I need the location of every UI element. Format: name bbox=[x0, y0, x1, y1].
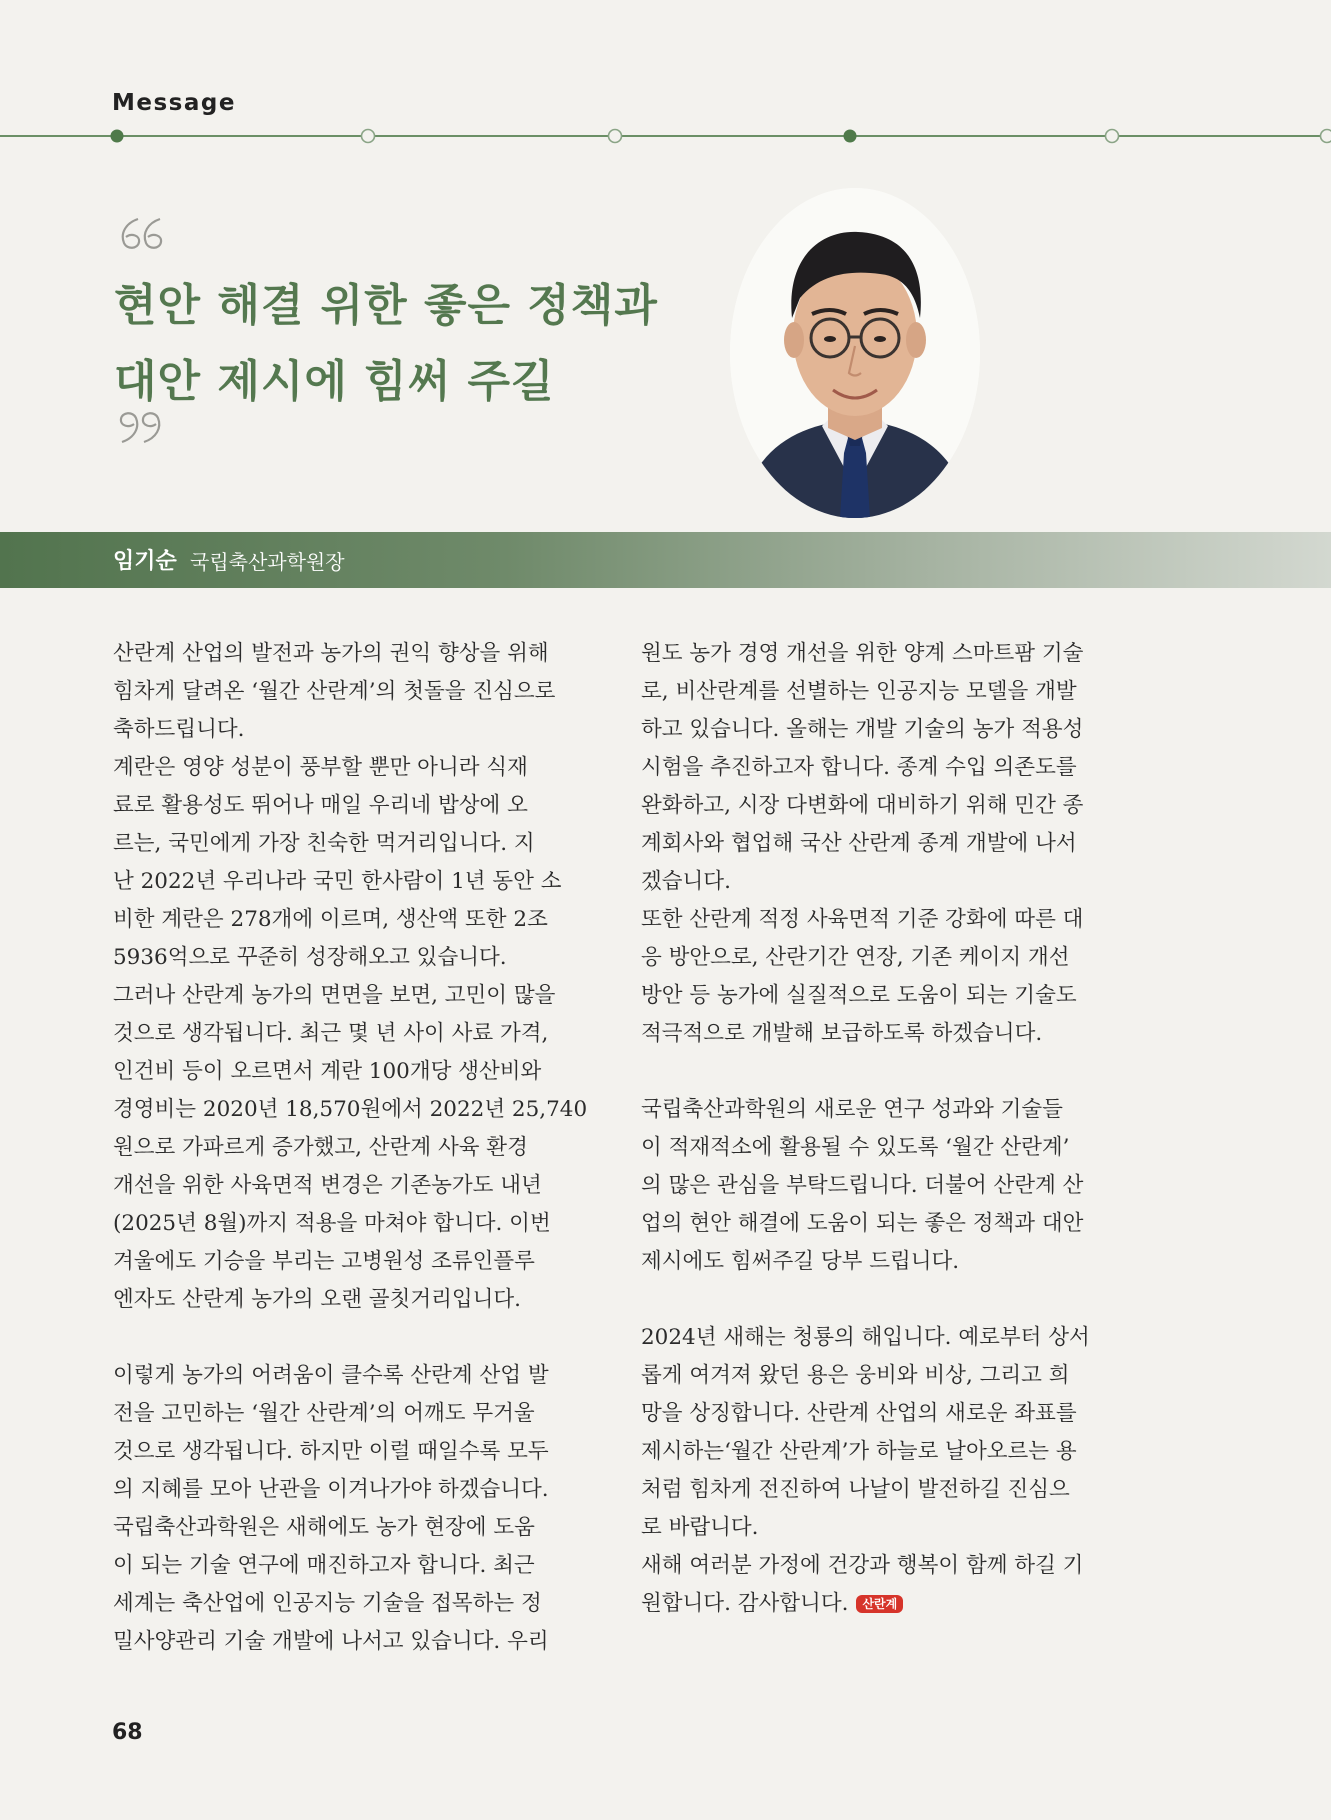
paragraph-gap bbox=[641, 1053, 1127, 1091]
body-text: 이 적재적소에 활용될 수 있도록 ‘월간 산란계’ bbox=[641, 1135, 1070, 1160]
body-text-line bbox=[641, 1395, 1127, 1433]
body-text: 르는, 국민에게 가장 친숙한 먹거리입니다. 지 bbox=[113, 831, 535, 856]
body-text-line bbox=[113, 787, 599, 825]
body-text-line bbox=[113, 1015, 599, 1053]
body-text: 것으로 생각됩니다. 하지만 이럴 때일수록 모두 bbox=[113, 1439, 549, 1464]
body-text: 원합니다. 감사합니다. bbox=[641, 1591, 849, 1616]
body-text-line bbox=[641, 749, 1127, 787]
body-text: 개선을 위한 사육면적 변경은 기존농가도 내년 bbox=[113, 1173, 542, 1198]
body-text-line bbox=[641, 1205, 1127, 1243]
body-text-line bbox=[113, 673, 599, 711]
body-text-line bbox=[113, 1053, 599, 1091]
headline-line: 대안 제시에 힘써 주길 bbox=[114, 356, 555, 407]
body-text: (2025년 8월)까지 적용을 마쳐야 합니다. 이번 bbox=[113, 1211, 551, 1236]
body-text: 그러나 산란계 농가의 면면을 보면, 고민이 많을 bbox=[113, 983, 556, 1008]
body-text-line bbox=[113, 1509, 599, 1547]
body-text-line bbox=[641, 1547, 1127, 1585]
timeline-dot-filled bbox=[111, 130, 124, 143]
body-text: 국립축산과학원은 새해에도 농가 현장에 도움 bbox=[113, 1515, 535, 1540]
body-text: 망을 상징합니다. 산란계 산업의 새로운 좌표를 bbox=[641, 1401, 1077, 1426]
body-text: 이렇게 농가의 어려움이 클수록 산란계 산업 발 bbox=[113, 1363, 549, 1388]
body-text-line bbox=[641, 787, 1127, 825]
body-text: 전을 고민하는 ‘월간 산란계’의 어깨도 무거울 bbox=[113, 1401, 535, 1426]
body-text-line bbox=[113, 1585, 599, 1623]
body-text-line bbox=[113, 1471, 599, 1509]
quote-close-icon bbox=[118, 408, 164, 448]
body-text: 인건비 등이 오르면서 계란 100개당 생산비와 bbox=[113, 1059, 542, 1084]
body-text-line bbox=[113, 825, 599, 863]
body-text: 로, 비산란계를 선별하는 인공지능 모델을 개발 bbox=[641, 679, 1077, 704]
timeline-dot-filled bbox=[844, 130, 857, 143]
body-text: 국립축산과학원의 새로운 연구 성과와 기술들 bbox=[641, 1097, 1063, 1122]
body-text: 원도 농가 경영 개선을 위한 양계 스마트팜 기술 bbox=[641, 641, 1084, 666]
brand-end-mark: 산란계 bbox=[856, 1595, 903, 1613]
headline-line: 현안 해결 위한 좋은 정책과 bbox=[114, 280, 658, 331]
body-text-line bbox=[113, 1129, 599, 1167]
body-text: 처럼 힘차게 전진하여 나날이 발전하길 진심으 bbox=[641, 1477, 1070, 1502]
body-text-line bbox=[641, 1015, 1127, 1053]
body-text-line bbox=[641, 1357, 1127, 1395]
body-text: 또한 산란계 적정 사육면적 기준 강화에 따른 대 bbox=[641, 907, 1084, 932]
body-text: 방안 등 농가에 실질적으로 도움이 되는 기술도 bbox=[641, 983, 1077, 1008]
body-text: 난 2022년 우리나라 국민 한사람이 1년 동안 소 bbox=[113, 869, 562, 894]
author-title: 국립축산과학원장 bbox=[190, 550, 345, 574]
paragraph-gap bbox=[113, 1319, 599, 1357]
body-text: 밀사양관리 기술 개발에 나서고 있습니다. 우리 bbox=[113, 1629, 549, 1654]
paragraph-gap bbox=[641, 1281, 1127, 1319]
body-text-line bbox=[641, 1129, 1127, 1167]
body-text-line bbox=[641, 825, 1127, 863]
body-text: 의 지혜를 모아 난관을 이겨나가야 하겠습니다. bbox=[113, 1477, 549, 1502]
body-text-line bbox=[113, 635, 599, 673]
page-number: 68 bbox=[112, 1720, 143, 1745]
body-text: 것으로 생각됩니다. 최근 몇 년 사이 사료 가격, bbox=[113, 1021, 549, 1046]
body-column-left bbox=[113, 635, 599, 1661]
body-text-line bbox=[113, 1547, 599, 1585]
timeline-dot-open bbox=[609, 130, 622, 143]
body-text: 엔자도 산란계 농가의 오랜 골칫거리입니다. bbox=[113, 1287, 522, 1312]
body-text: 힘차게 달려온 ‘월간 산란계’의 첫돌을 진심으로 bbox=[113, 679, 556, 704]
body-text: 산란계 산업의 발전과 농가의 권익 향상을 위해 bbox=[113, 641, 549, 666]
body-text-line bbox=[113, 1167, 599, 1205]
body-text: 계란은 영양 성분이 풍부할 뿐만 아니라 식재 bbox=[113, 755, 528, 780]
body-text: 로 바랍니다. bbox=[641, 1515, 759, 1540]
body-text: 제시하는‘월간 산란계’가 하늘로 날아오르는 용 bbox=[641, 1439, 1077, 1464]
body-text-line bbox=[641, 1167, 1127, 1205]
body-text: 제시에도 힘써주길 당부 드립니다. bbox=[641, 1249, 960, 1274]
body-text-line bbox=[641, 939, 1127, 977]
body-text-line bbox=[113, 939, 599, 977]
body-text: 새해 여러분 가정에 건강과 행복이 함께 하길 기 bbox=[641, 1553, 1084, 1578]
body-text-line bbox=[113, 1205, 599, 1243]
body-text-line bbox=[641, 673, 1127, 711]
body-text-line bbox=[641, 1243, 1127, 1281]
body-text-line bbox=[113, 1395, 599, 1433]
timeline-dot-open bbox=[1321, 130, 1331, 143]
body-text: 완화하고, 시장 다변화에 대비하기 위해 민간 종 bbox=[641, 793, 1084, 818]
body-text: 비한 계란은 278개에 이르며, 생산액 또한 2조 bbox=[113, 907, 548, 932]
body-text: 겠습니다. bbox=[641, 869, 731, 894]
body-text-line bbox=[641, 1509, 1127, 1547]
body-text: 계회사와 협업해 국산 산란계 종계 개발에 나서 bbox=[641, 831, 1077, 856]
quote-open-icon bbox=[118, 213, 164, 253]
body-text: 의 많은 관심을 부탁드립니다. 더불어 산란계 산 bbox=[641, 1173, 1084, 1198]
body-text-line bbox=[113, 1357, 599, 1395]
body-text: 2024년 새해는 청룡의 해입니다. 예로부터 상서 bbox=[641, 1325, 1090, 1350]
timeline-dot-open bbox=[1106, 130, 1119, 143]
body-text-line bbox=[641, 1433, 1127, 1471]
body-text-line bbox=[641, 1471, 1127, 1509]
body-text-line bbox=[641, 1585, 1127, 1623]
body-text-line bbox=[641, 1319, 1127, 1357]
body-text-line bbox=[113, 901, 599, 939]
body-text-line bbox=[113, 977, 599, 1015]
body-text-line bbox=[641, 863, 1127, 901]
body-text-line bbox=[113, 863, 599, 901]
body-text: 업의 현안 해결에 도움이 되는 좋은 정책과 대안 bbox=[641, 1211, 1084, 1236]
author-band bbox=[0, 532, 1331, 588]
body-text-line bbox=[113, 1433, 599, 1471]
body-text: 원으로 가파르게 증가했고, 산란계 사육 환경 bbox=[113, 1135, 528, 1160]
body-text: 응 방안으로, 산란기간 연장, 기존 케이지 개선 bbox=[641, 945, 1070, 970]
body-text: 축하드립니다. bbox=[113, 717, 245, 742]
body-text-line bbox=[113, 1281, 599, 1319]
body-text-line bbox=[113, 711, 599, 749]
body-text: 이 되는 기술 연구에 매진하고자 합니다. 최근 bbox=[113, 1553, 535, 1578]
author-name: 임기순 bbox=[113, 549, 177, 574]
body-text: 세계는 축산업에 인공지능 기술을 접목하는 정 bbox=[113, 1591, 542, 1616]
body-text-line bbox=[641, 635, 1127, 673]
body-text: 료로 활용성도 뛰어나 매일 우리네 밥상에 오 bbox=[113, 793, 528, 818]
body-text-line bbox=[113, 1243, 599, 1281]
portrait-photo bbox=[730, 188, 980, 518]
body-text: 겨울에도 기승을 부리는 고병원성 조류인플루 bbox=[113, 1249, 535, 1274]
body-column-right bbox=[641, 635, 1127, 1623]
body-text-line bbox=[113, 1623, 599, 1661]
headline bbox=[114, 268, 674, 420]
body-text-line bbox=[113, 749, 599, 787]
section-timeline bbox=[0, 125, 1331, 147]
body-text: 적극적으로 개발해 보급하도록 하겠습니다. bbox=[641, 1021, 1043, 1046]
body-text-line bbox=[641, 711, 1127, 749]
body-text: 5936억으로 꾸준히 성장해오고 있습니다. bbox=[113, 945, 507, 970]
section-label: Message bbox=[112, 90, 236, 116]
timeline-dot-open bbox=[362, 130, 375, 143]
body-text-line bbox=[113, 1091, 599, 1129]
body-text-line bbox=[641, 1091, 1127, 1129]
body-text: 경영비는 2020년 18,570원에서 2022년 25,740 bbox=[113, 1097, 588, 1122]
body-text: 롭게 여겨져 왔던 용은 웅비와 비상, 그리고 희 bbox=[641, 1363, 1070, 1388]
body-text: 하고 있습니다. 올해는 개발 기술의 농가 적용성 bbox=[641, 717, 1084, 742]
body-text-line bbox=[641, 977, 1127, 1015]
body-text: 시험을 추진하고자 합니다. 종계 수입 의존도를 bbox=[641, 755, 1077, 780]
body-text-line bbox=[641, 901, 1127, 939]
